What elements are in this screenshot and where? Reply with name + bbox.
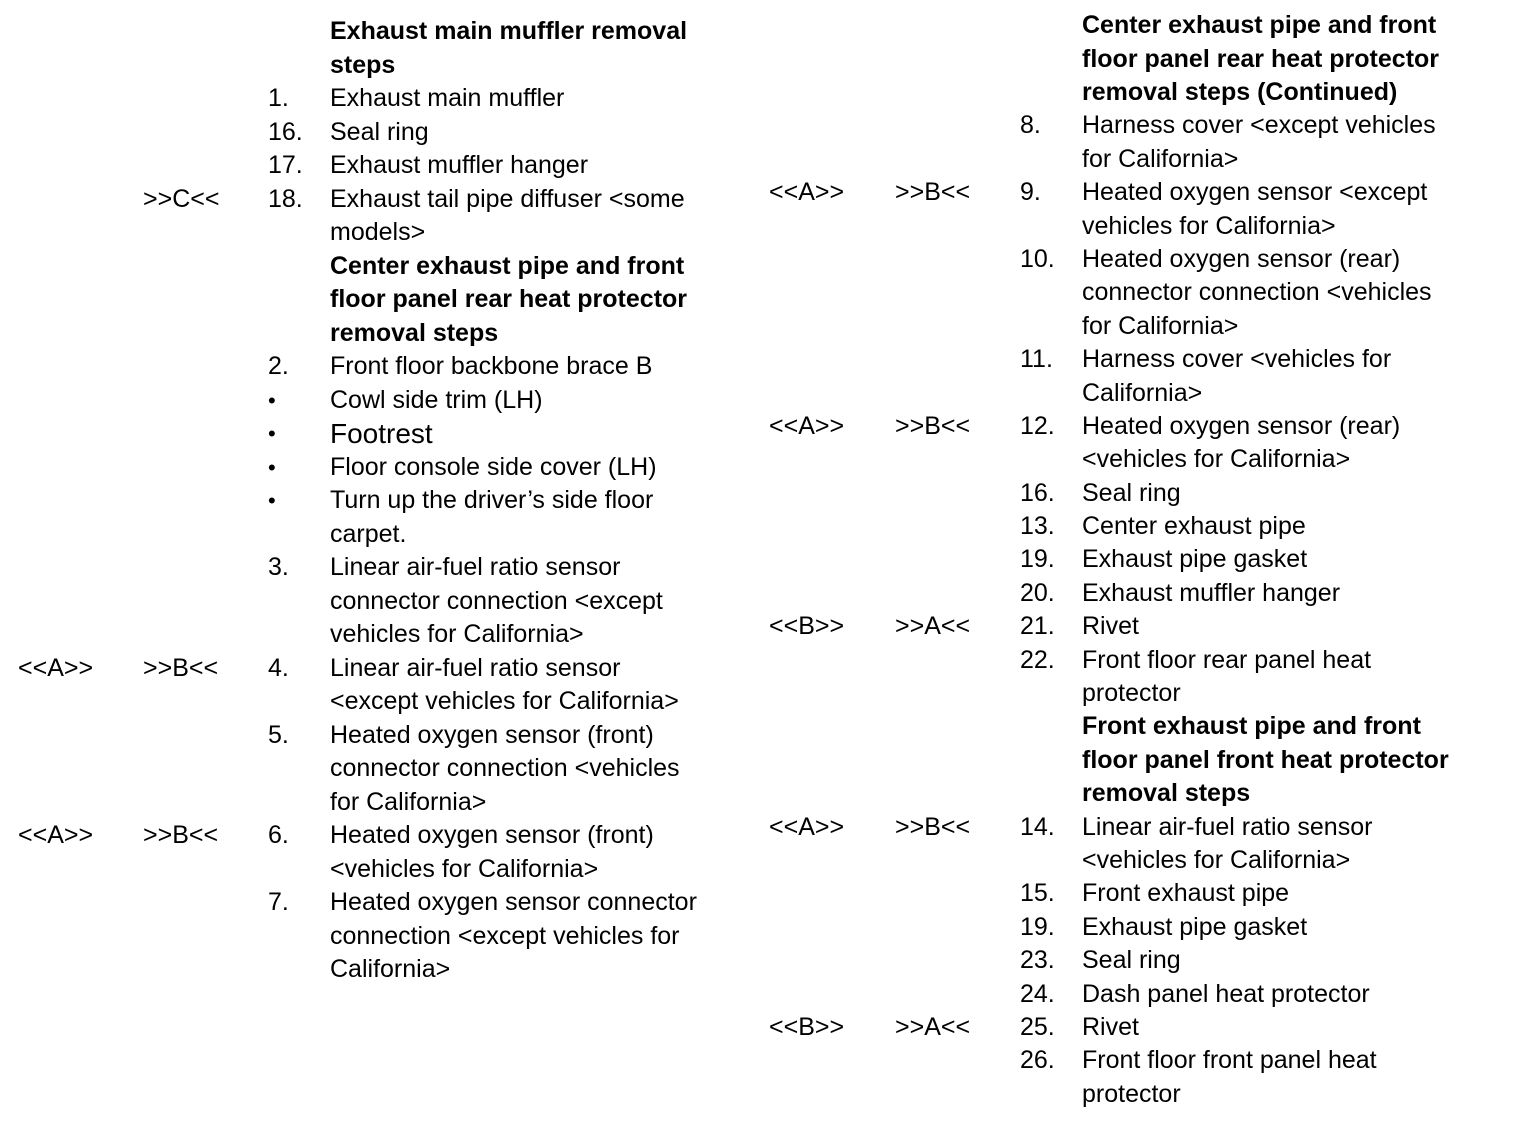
step-text xyxy=(1082,1044,1377,1111)
step-number: 10. xyxy=(1020,244,1055,273)
step-number: 22. xyxy=(1020,645,1055,674)
text-line: Seal ring xyxy=(1082,478,1181,507)
text-line: California> xyxy=(1082,378,1203,407)
reference-mark-installation: >>A<< xyxy=(895,1013,971,1041)
step-number: 19. xyxy=(1020,545,1055,574)
step-number: 15. xyxy=(1020,879,1055,908)
step-text xyxy=(1082,176,1427,243)
text-line: Heated oxygen sensor <except xyxy=(1082,178,1428,206)
step-text xyxy=(1082,978,1370,1012)
text-line: Front floor backbone brace B xyxy=(330,352,653,380)
step-text xyxy=(1082,1011,1139,1045)
text-line: Linear air-fuel ratio sensor xyxy=(1082,812,1373,841)
step-text xyxy=(1082,944,1181,978)
text-line: floor panel front heat protector xyxy=(1082,745,1449,774)
step-number: 7. xyxy=(268,888,289,916)
bullet-icon xyxy=(268,451,276,485)
text-line: <vehicles for California> xyxy=(1082,846,1351,875)
text-line: Rivet xyxy=(1082,612,1139,641)
step-text xyxy=(1082,911,1307,945)
step-number: 26. xyxy=(1020,1046,1055,1075)
text-line: Exhaust muffler hanger xyxy=(330,151,589,179)
text-line: Exhaust pipe gasket xyxy=(1082,545,1308,574)
step-text xyxy=(1082,610,1139,644)
text-line: for California> xyxy=(1082,144,1239,173)
bullet-icon xyxy=(268,384,276,418)
reference-mark-removal: <<A>> xyxy=(18,653,94,682)
text-line: Front floor rear panel heat xyxy=(1082,645,1372,674)
text-line: Seal ring xyxy=(330,117,429,146)
reference-mark-installation: >>B<< xyxy=(895,178,971,206)
text-line: Footrest xyxy=(330,418,433,449)
text-line: Exhaust tail pipe diffuser <some xyxy=(330,184,685,213)
text-line: Turn up the driver’s side floor xyxy=(330,486,654,514)
step-text xyxy=(330,183,685,250)
reference-mark-installation: >>B<< xyxy=(895,411,971,440)
reference-mark-removal: <<A>> xyxy=(769,812,845,841)
text-line: for California> xyxy=(1082,311,1239,340)
text-line: vehicles for California> xyxy=(1082,211,1336,240)
text-line: connector connection <vehicles xyxy=(1082,278,1432,307)
text-line: Exhaust muffler hanger xyxy=(1082,578,1341,607)
reference-mark-installation: >>A<< xyxy=(895,612,971,641)
bullet-icon xyxy=(268,484,276,518)
step-text xyxy=(330,652,679,719)
text-line: <except vehicles for California> xyxy=(330,687,679,715)
text-line: floor panel rear heat protector xyxy=(1082,44,1440,73)
text-line: Front floor front panel heat xyxy=(1082,1046,1377,1075)
step-number: 19. xyxy=(1020,912,1055,941)
step-text xyxy=(1082,877,1289,911)
step-text xyxy=(1082,243,1432,344)
step-text xyxy=(330,116,429,150)
text-line: Dash panel heat protector xyxy=(1082,979,1370,1008)
step-text xyxy=(1082,477,1181,511)
text-line: Linear air-fuel ratio sensor xyxy=(330,653,621,682)
step-number: 4. xyxy=(268,653,289,682)
step-text xyxy=(330,484,653,551)
text-line: <vehicles for California> xyxy=(1082,445,1351,474)
step-number: 12. xyxy=(1020,411,1055,440)
reference-mark-removal: <<A>> xyxy=(18,821,94,849)
text-line: Front exhaust pipe xyxy=(1082,879,1290,908)
step-text xyxy=(330,886,697,987)
text-line: Harness cover <vehicles for xyxy=(1082,345,1392,373)
step-number: 24. xyxy=(1020,979,1055,1008)
text-line: connection <except vehicles for xyxy=(330,921,680,950)
text-line: Heated oxygen sensor (front) xyxy=(330,720,654,749)
step-text xyxy=(1082,343,1391,410)
text-line: Center exhaust pipe xyxy=(1082,512,1306,540)
bullet-icon xyxy=(268,417,276,451)
step-number: 1. xyxy=(268,84,289,112)
reference-mark-installation: >>B<< xyxy=(143,653,219,682)
step-number: 2. xyxy=(268,352,289,380)
text-line: <vehicles for California> xyxy=(330,854,599,883)
step-number: 20. xyxy=(1020,578,1055,607)
step-text xyxy=(330,417,433,451)
step-text xyxy=(1082,510,1306,544)
step-text xyxy=(1082,109,1436,176)
text-line: floor panel rear heat protector xyxy=(330,285,688,313)
text-line: Exhaust main muffler xyxy=(330,84,565,112)
step-number: 5. xyxy=(268,720,289,749)
step-number: 25. xyxy=(1020,1013,1055,1041)
step-text xyxy=(330,350,652,384)
step-text xyxy=(330,149,588,183)
step-number: 16. xyxy=(268,117,303,146)
text-line: Heated oxygen sensor (rear) xyxy=(1082,244,1401,273)
text-line: Center exhaust pipe and front xyxy=(330,251,685,280)
text-line: Seal ring xyxy=(1082,946,1181,975)
reference-mark-removal: <<B>> xyxy=(769,612,845,641)
step-text xyxy=(1082,543,1307,577)
text-line: Heated oxygen sensor connector xyxy=(330,888,697,916)
text-line: vehicles for California> xyxy=(330,620,584,648)
text-line: removal steps xyxy=(330,318,499,347)
text-line: Exhaust pipe gasket xyxy=(1082,912,1308,941)
text-line: carpet. xyxy=(330,519,407,548)
text-line: Front exhaust pipe and front xyxy=(1082,712,1421,741)
step-number: 17. xyxy=(268,151,303,179)
reference-mark-installation: >>B<< xyxy=(895,812,971,841)
text-line: Center exhaust pipe and front xyxy=(1082,11,1437,39)
step-text xyxy=(330,82,564,116)
step-number: 21. xyxy=(1020,612,1055,641)
text-line: protector xyxy=(1082,679,1181,708)
step-text xyxy=(330,551,663,652)
text-line: models> xyxy=(330,218,426,246)
step-number: 18. xyxy=(268,184,303,213)
text-line: Linear air-fuel ratio sensor xyxy=(330,553,621,581)
step-number: 8. xyxy=(1020,111,1041,140)
text-line: Rivet xyxy=(1082,1013,1139,1041)
heading-text xyxy=(330,15,687,82)
step-number: 14. xyxy=(1020,812,1055,841)
text-line: steps xyxy=(330,50,396,79)
reference-mark-removal: <<A>> xyxy=(769,411,845,440)
step-text xyxy=(1082,577,1340,611)
text-line: Harness cover <except vehicles xyxy=(1082,111,1436,140)
text-line: California> xyxy=(330,955,451,983)
reference-mark-installation: >>B<< xyxy=(143,821,219,849)
text-line: removal steps (Continued) xyxy=(1082,78,1398,106)
text-line: Heated oxygen sensor (front) xyxy=(330,821,654,849)
heading-text xyxy=(330,250,687,351)
text-line: Exhaust main muffler removal xyxy=(330,17,688,45)
text-line: connector connection <vehicles xyxy=(330,754,680,782)
text-line: protector xyxy=(1082,1079,1181,1108)
text-line: Floor console side cover (LH) xyxy=(330,452,657,481)
step-number: 3. xyxy=(268,553,289,581)
text-line: for California> xyxy=(330,787,487,816)
step-text xyxy=(330,384,543,418)
step-text xyxy=(330,819,654,886)
step-number: 11. xyxy=(1020,345,1053,373)
step-number: 6. xyxy=(268,821,289,849)
step-number: 9. xyxy=(1020,178,1041,206)
heading-text xyxy=(1082,710,1449,811)
step-text xyxy=(1082,410,1400,477)
text-line: removal steps xyxy=(1082,779,1251,808)
reference-mark-removal: <<B>> xyxy=(769,1013,845,1041)
step-number: 13. xyxy=(1020,512,1055,540)
text-line: Cowl side trim (LH) xyxy=(330,385,543,414)
step-text xyxy=(1082,811,1372,878)
heading-text xyxy=(1082,9,1439,110)
step-text xyxy=(1082,644,1371,711)
reference-mark-installation: >>C<< xyxy=(143,184,220,213)
step-number: 16. xyxy=(1020,478,1055,507)
text-line: Heated oxygen sensor (rear) xyxy=(1082,411,1401,440)
step-text xyxy=(330,451,657,485)
reference-mark-removal: <<A>> xyxy=(769,178,845,206)
step-number: 23. xyxy=(1020,946,1055,975)
step-text xyxy=(330,719,680,820)
text-line: connector connection <except xyxy=(330,586,663,615)
